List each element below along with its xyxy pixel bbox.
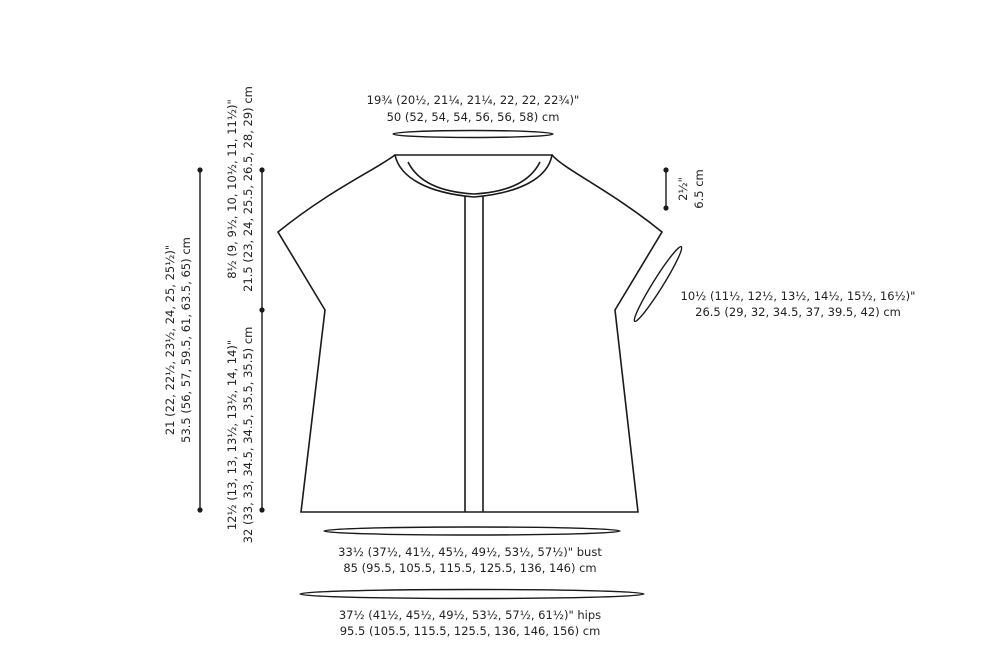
hips-measurement bbox=[300, 590, 644, 639]
hips-ellipse bbox=[300, 590, 644, 599]
garment-outline bbox=[278, 155, 662, 512]
inner-neckline bbox=[408, 162, 540, 194]
neck-width-measurement bbox=[367, 93, 580, 138]
collar-height-top-dot bbox=[663, 167, 668, 172]
yoke-and-body-measurement bbox=[225, 86, 265, 543]
total-length-measurement bbox=[163, 167, 203, 512]
armhole-imperial: 10½ (11½, 12½, 13½, 14½, 15½, 16½)" bbox=[680, 289, 916, 303]
neck-width-ellipse bbox=[393, 131, 553, 138]
armhole-metric: 26.5 (29, 32, 34.5, 37, 39.5, 42) cm bbox=[695, 305, 901, 319]
total-length-top-dot bbox=[197, 167, 202, 172]
collar-height-bottom-dot bbox=[663, 205, 668, 210]
hips-metric: 95.5 (105.5, 115.5, 125.5, 136, 146, 156) cm bbox=[339, 624, 601, 638]
bust-measurement bbox=[324, 527, 620, 575]
neck-width-imperial: 19¾ (20½, 21¼, 21¼, 22, 22, 22¾)" bbox=[366, 93, 580, 107]
bust-imperial: 33½ (37½, 41½, 45½, 49½, 53½, 57½)" bust bbox=[338, 545, 602, 559]
yoke-depth-imperial: 8½ (9, 9½, 10, 10½, 11, 11½)" bbox=[225, 99, 239, 279]
body-length-imperial: 12½ (13, 13, 13½, 13½, 14, 14)" bbox=[225, 339, 239, 531]
collar-height-measurement bbox=[663, 167, 706, 210]
armhole-ellipse bbox=[630, 244, 685, 324]
collar-height-metric: 6.5 cm bbox=[692, 169, 706, 209]
total-length-bottom-dot bbox=[197, 507, 202, 512]
yoke-depth-metric: 21.5 (23, 24, 25.5, 26.5, 28, 29) cm bbox=[241, 86, 255, 292]
total-length-imperial: 21 (22, 22½, 23½, 24, 25, 25½)" bbox=[163, 244, 177, 436]
body-length-metric: 32 (33, 33, 34.5, 34.5, 35.5, 35.5) cm bbox=[241, 326, 255, 544]
armhole-measurement bbox=[630, 244, 915, 324]
garment-body-outline bbox=[278, 155, 662, 512]
yoke-bottom-dot bbox=[259, 307, 264, 312]
bust-ellipse bbox=[324, 527, 620, 535]
bust-metric: 85 (95.5, 105.5, 115.5, 125.5, 136, 146) cm bbox=[343, 561, 597, 575]
yoke-top-dot bbox=[259, 167, 264, 172]
total-length-metric: 53.5 (56, 57, 59.5, 61, 63.5, 65) cm bbox=[179, 237, 193, 443]
body-bottom-dot bbox=[259, 507, 264, 512]
neck-width-metric: 50 (52, 54, 54, 56, 56, 58) cm bbox=[386, 110, 560, 124]
collar-height-imperial: 2½" bbox=[676, 177, 690, 201]
hips-imperial: 37½ (41½, 45½, 49½, 53½, 57½, 61½)" hips bbox=[338, 608, 602, 622]
